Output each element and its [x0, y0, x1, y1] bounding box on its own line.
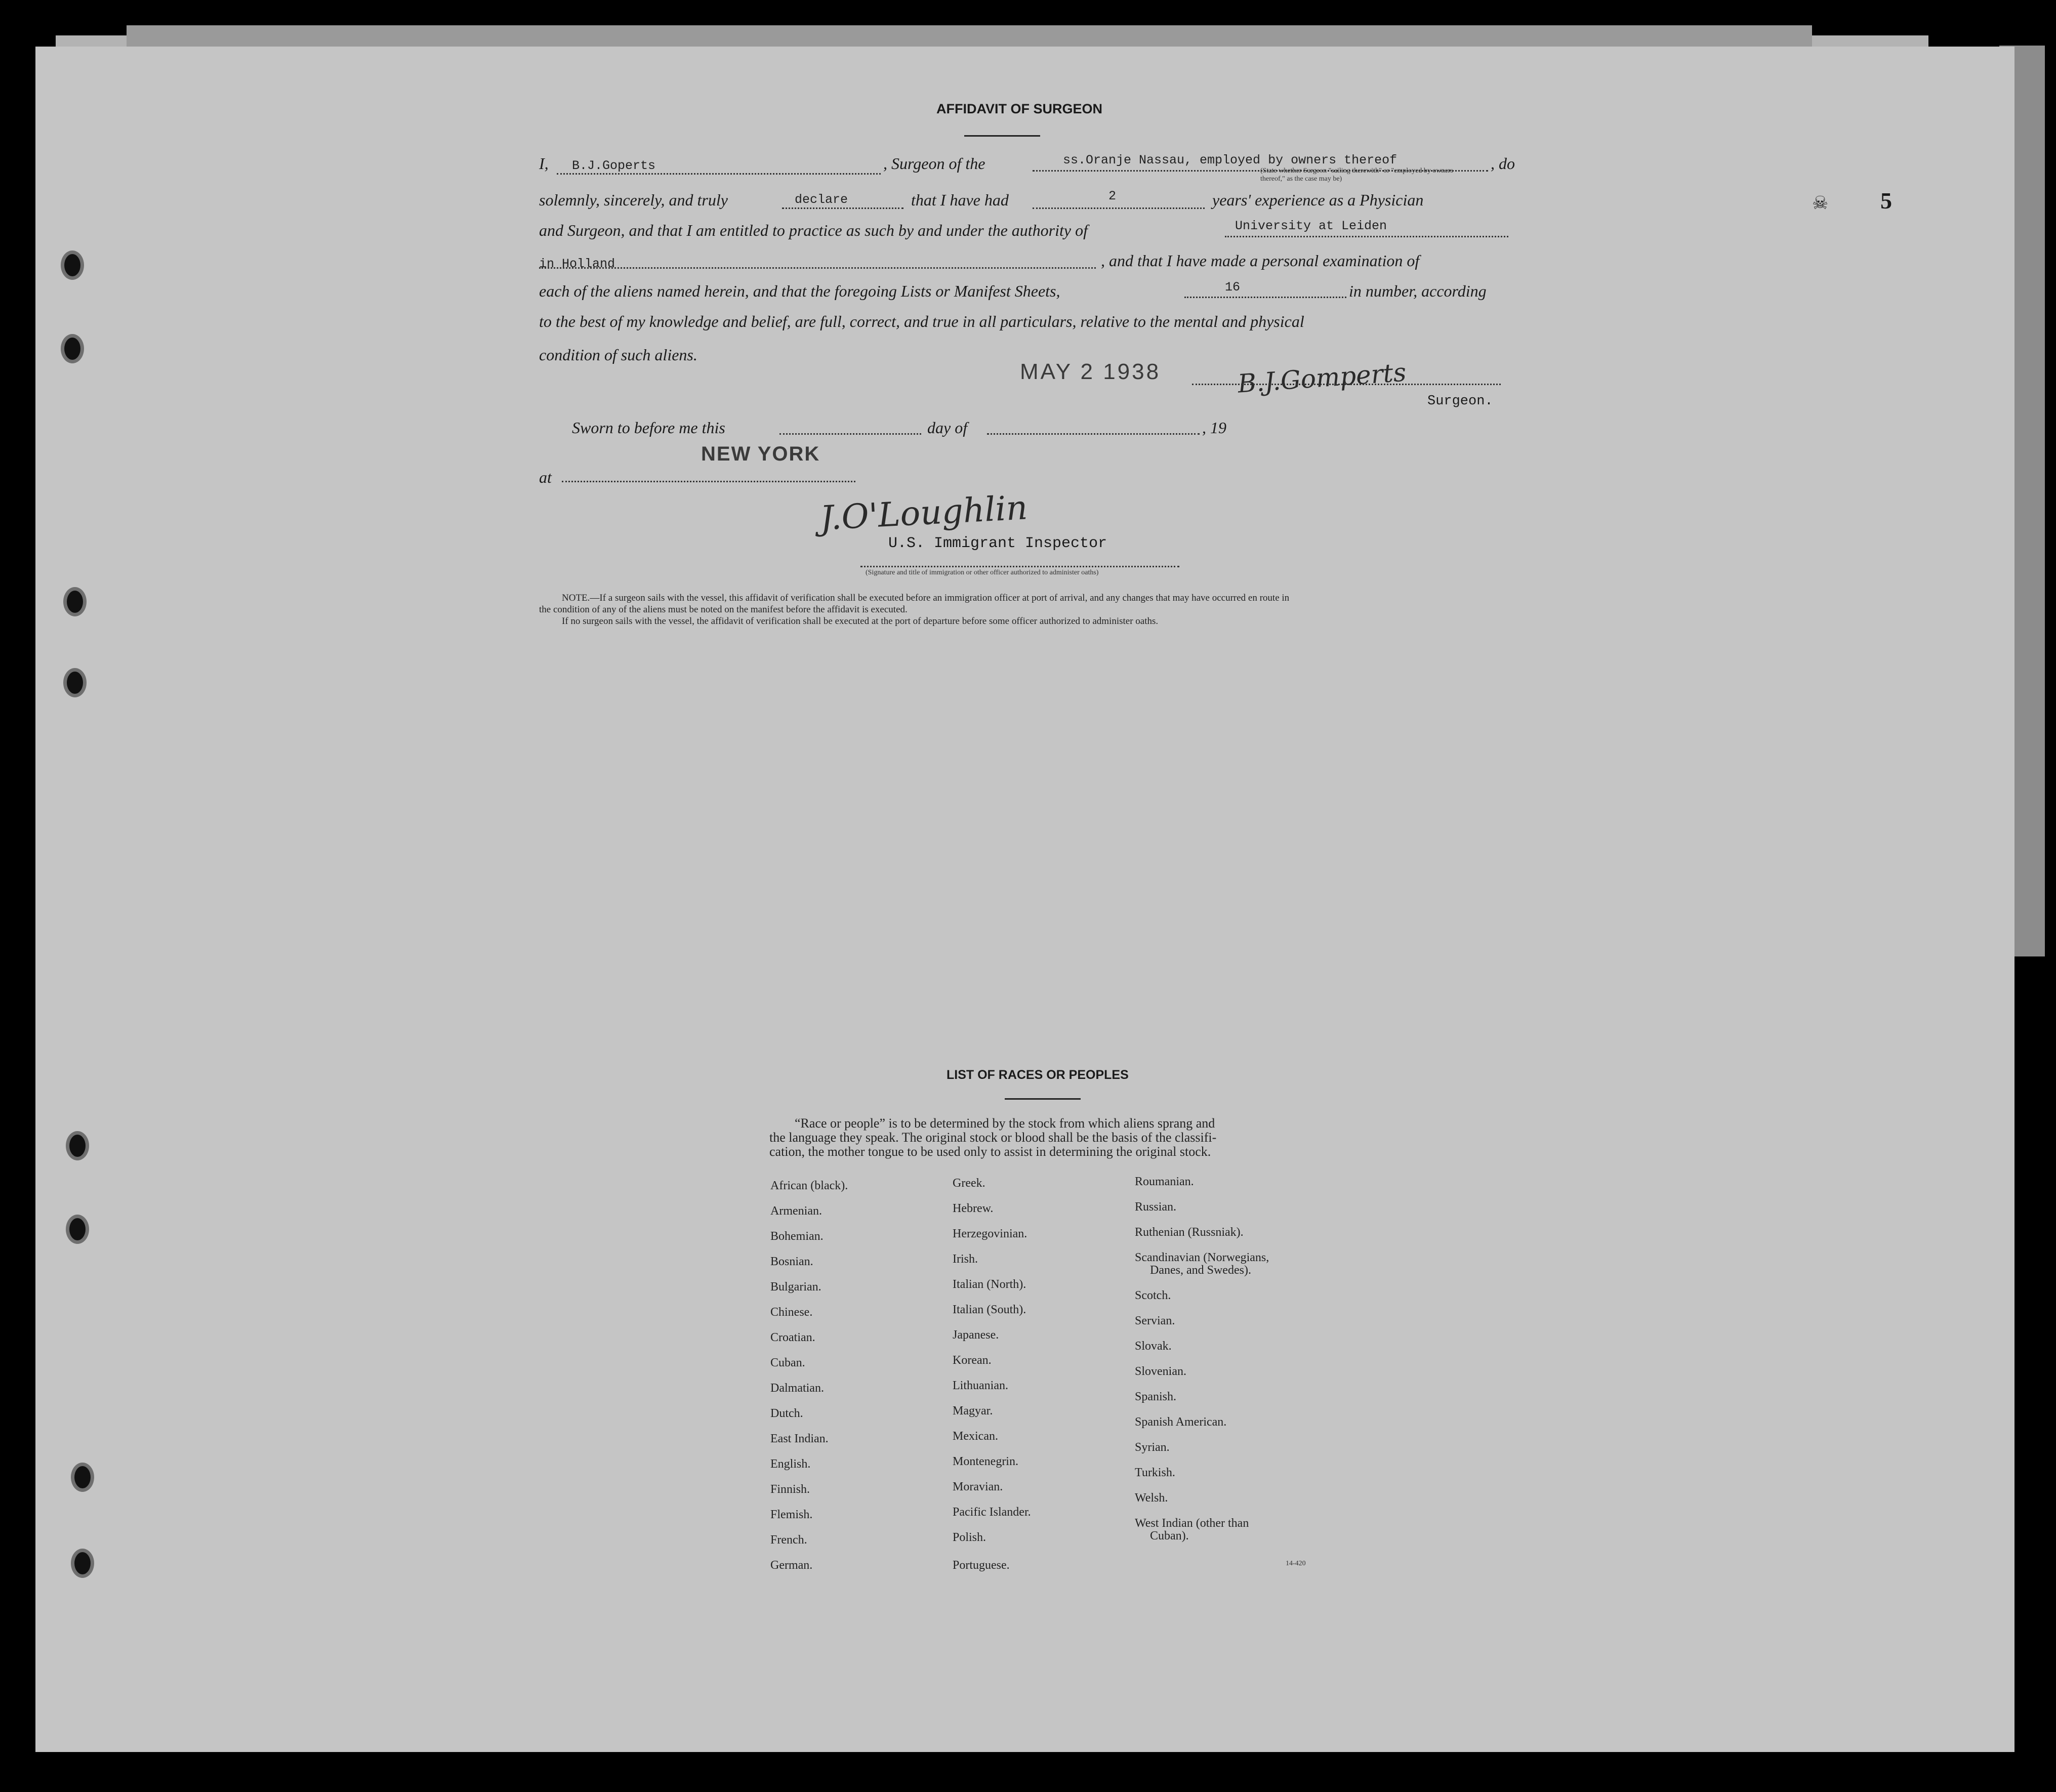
binder-hole-icon: [71, 1549, 94, 1578]
line1-middle: , Surgeon of the: [883, 154, 985, 173]
race-item: Danes, and Swedes).: [1150, 1264, 1251, 1277]
note-line-3: If no surgeon sails with the vessel, the affidavit of verification shall be executed at the port of departure before some officer authorized to administer oaths.: [562, 616, 1159, 627]
race-item: Moravian.: [953, 1480, 1003, 1493]
race-item: Flemish.: [770, 1508, 813, 1521]
races-title: LIST OF RACES OR PEOPLES: [947, 1068, 1129, 1082]
race-item: Scotch.: [1135, 1289, 1171, 1302]
race-item: Polish.: [953, 1531, 986, 1544]
race-item: Dalmatian.: [770, 1382, 824, 1395]
form-number: 14-420: [1286, 1560, 1306, 1567]
years-value: 2: [1108, 189, 1117, 203]
race-item: Bulgarian.: [770, 1280, 821, 1294]
sheets-value: 16: [1225, 280, 1241, 295]
race-item: Spanish.: [1135, 1390, 1177, 1403]
race-item: Chinese.: [770, 1306, 813, 1319]
declare-value: declare: [795, 192, 848, 207]
race-item: Lithuanian.: [953, 1379, 1008, 1392]
years-line: [1033, 207, 1205, 209]
race-item: Montenegrin.: [953, 1455, 1018, 1468]
line3-prefix: and Surgeon, and that I am entitled to practice as such by and under the authority of: [539, 221, 1088, 239]
place-stamp: NEW YORK: [701, 443, 820, 465]
race-item: French.: [770, 1533, 807, 1547]
date-stamp: MAY 2 1938: [1020, 359, 1161, 384]
race-item: Armenian.: [770, 1204, 822, 1218]
page-number: 5: [1880, 188, 1892, 214]
line1-end: , do: [1491, 154, 1515, 173]
inspector-line: [860, 566, 1179, 567]
binder-hole-icon: [66, 1131, 89, 1160]
race-item: Irish.: [953, 1253, 978, 1266]
race-item: Bohemian.: [770, 1230, 824, 1243]
race-item: Japanese.: [953, 1328, 999, 1342]
race-item: Cuban.: [770, 1356, 805, 1369]
race-item: German.: [770, 1559, 813, 1572]
race-item: Finnish.: [770, 1483, 810, 1496]
place-line: [562, 481, 855, 482]
race-item: Italian (South).: [953, 1303, 1026, 1316]
sworn-end: , 19: [1202, 419, 1226, 437]
binder-hole-icon: [71, 1463, 94, 1492]
note-line-2: the condition of any of the aliens must be noted on the manifest before the affidavit is executed.: [539, 604, 908, 615]
race-item: Greek.: [953, 1177, 985, 1190]
signature-caption: (Signature and title of immigration or other officer authorized to administer oaths): [866, 569, 1099, 576]
races-intro-1: “Race or people” is to be determined by the stock from which aliens sprang and: [795, 1116, 1215, 1131]
race-item: Welsh.: [1135, 1491, 1168, 1505]
race-item: Turkish.: [1135, 1466, 1175, 1479]
race-item: Ruthenian (Russniak).: [1135, 1226, 1244, 1239]
sworn-month-line: [987, 433, 1200, 435]
race-item: Bosnian.: [770, 1255, 813, 1268]
vessel-name: ss.Oranje Nassau, employed by owners thereof: [1063, 153, 1397, 168]
binder-hole-icon: [63, 587, 87, 616]
declare-line: [782, 207, 903, 209]
race-item: Roumanian.: [1135, 1175, 1194, 1188]
binder-hole-icon: [63, 668, 87, 697]
authority-line-2: [539, 267, 1096, 269]
race-item: Russian.: [1135, 1200, 1177, 1214]
inspector-signature: J.O'Loughlin: [819, 488, 1029, 538]
races-intro-3: cation, the mother tongue to be used only to assist in determining the original stock.: [769, 1144, 1211, 1159]
race-item: Scandinavian (Norwegians,: [1135, 1251, 1269, 1264]
authority-value: University at Leiden: [1235, 219, 1387, 233]
line6: to the best of my knowledge and belief, are full, correct, and true in all particulars, relative to the mental and physical: [539, 312, 1304, 330]
race-item: Italian (North).: [953, 1278, 1026, 1291]
surgeon-signature: B.J.Gomperts: [1237, 357, 1408, 399]
title-underline: [964, 135, 1040, 137]
race-item: Hebrew.: [953, 1202, 994, 1215]
binder-hole-icon: [61, 334, 84, 363]
affidavit-title: AFFIDAVIT OF SURGEON: [936, 101, 1102, 116]
document-page: [35, 47, 2014, 1752]
authority-value-2: in Holland: [539, 257, 615, 271]
sworn-middle: day of: [927, 419, 968, 437]
race-item: Slovenian.: [1135, 1365, 1186, 1378]
binder-hole-icon: [61, 251, 84, 280]
race-item: African (black).: [770, 1179, 848, 1192]
signature-line: [1192, 384, 1501, 385]
race-item: Syrian.: [1135, 1441, 1170, 1454]
race-item: Mexican.: [953, 1430, 998, 1443]
races-intro-2: the language they speak. The original stock or blood shall be the basis of the classifi-: [769, 1130, 1217, 1145]
vessel-note: (State whether Surgeon "sailing therewith" or "employed by owners thereof," as the case may be): [1260, 167, 1453, 183]
race-item: Servian.: [1135, 1314, 1175, 1327]
race-item: Dutch.: [770, 1407, 803, 1420]
line4-end: , and that I have made a personal examination of: [1101, 252, 1420, 270]
line2-prefix: solemnly, sincerely, and truly: [539, 191, 728, 209]
race-item: Spanish American.: [1135, 1415, 1227, 1429]
page-mark-icon: ☠: [1812, 193, 1829, 213]
note-line-1: NOTE.—If a surgeon sails with the vessel, this affidavit of verification shall be executed before an immigration officer at port of arrival, and any changes that may have occurred en route in: [562, 593, 1290, 603]
surgeon-name-line: [557, 173, 881, 175]
line5-end: in number, according: [1349, 282, 1487, 300]
line2-end: years' experience as a Physician: [1212, 191, 1424, 209]
race-item: Slovak.: [1135, 1340, 1172, 1353]
race-item: Croatian.: [770, 1331, 815, 1344]
line2-middle: that I have had: [911, 191, 1009, 209]
at-label: at: [539, 468, 552, 486]
line5-prefix: each of the aliens named herein, and that the foregoing Lists or Manifest Sheets,: [539, 282, 1060, 300]
race-item: Portuguese.: [953, 1559, 1010, 1572]
inspector-title: U.S. Immigrant Inspector: [888, 535, 1107, 552]
race-item: Herzegovinian.: [953, 1227, 1027, 1240]
race-item: East Indian.: [770, 1432, 829, 1445]
line7: condition of such aliens.: [539, 346, 697, 364]
sheets-line: [1184, 297, 1346, 298]
sworn-prefix: Sworn to before me this: [572, 419, 725, 437]
race-item: Magyar.: [953, 1404, 993, 1418]
race-item: Cuban).: [1150, 1529, 1189, 1543]
sworn-day-line: [779, 433, 921, 435]
races-title-underline: [1005, 1098, 1081, 1100]
race-item: English.: [770, 1457, 811, 1471]
race-item: Pacific Islander.: [953, 1506, 1031, 1519]
race-item: West Indian (other than: [1135, 1517, 1249, 1530]
race-item: Korean.: [953, 1354, 992, 1367]
surgeon-name: B.J.Goperts: [572, 158, 656, 173]
binder-hole-icon: [66, 1215, 89, 1244]
line1-prefix: I,: [539, 154, 549, 173]
surgeon-label: Surgeon.: [1427, 394, 1493, 409]
authority-line: [1225, 236, 1508, 237]
